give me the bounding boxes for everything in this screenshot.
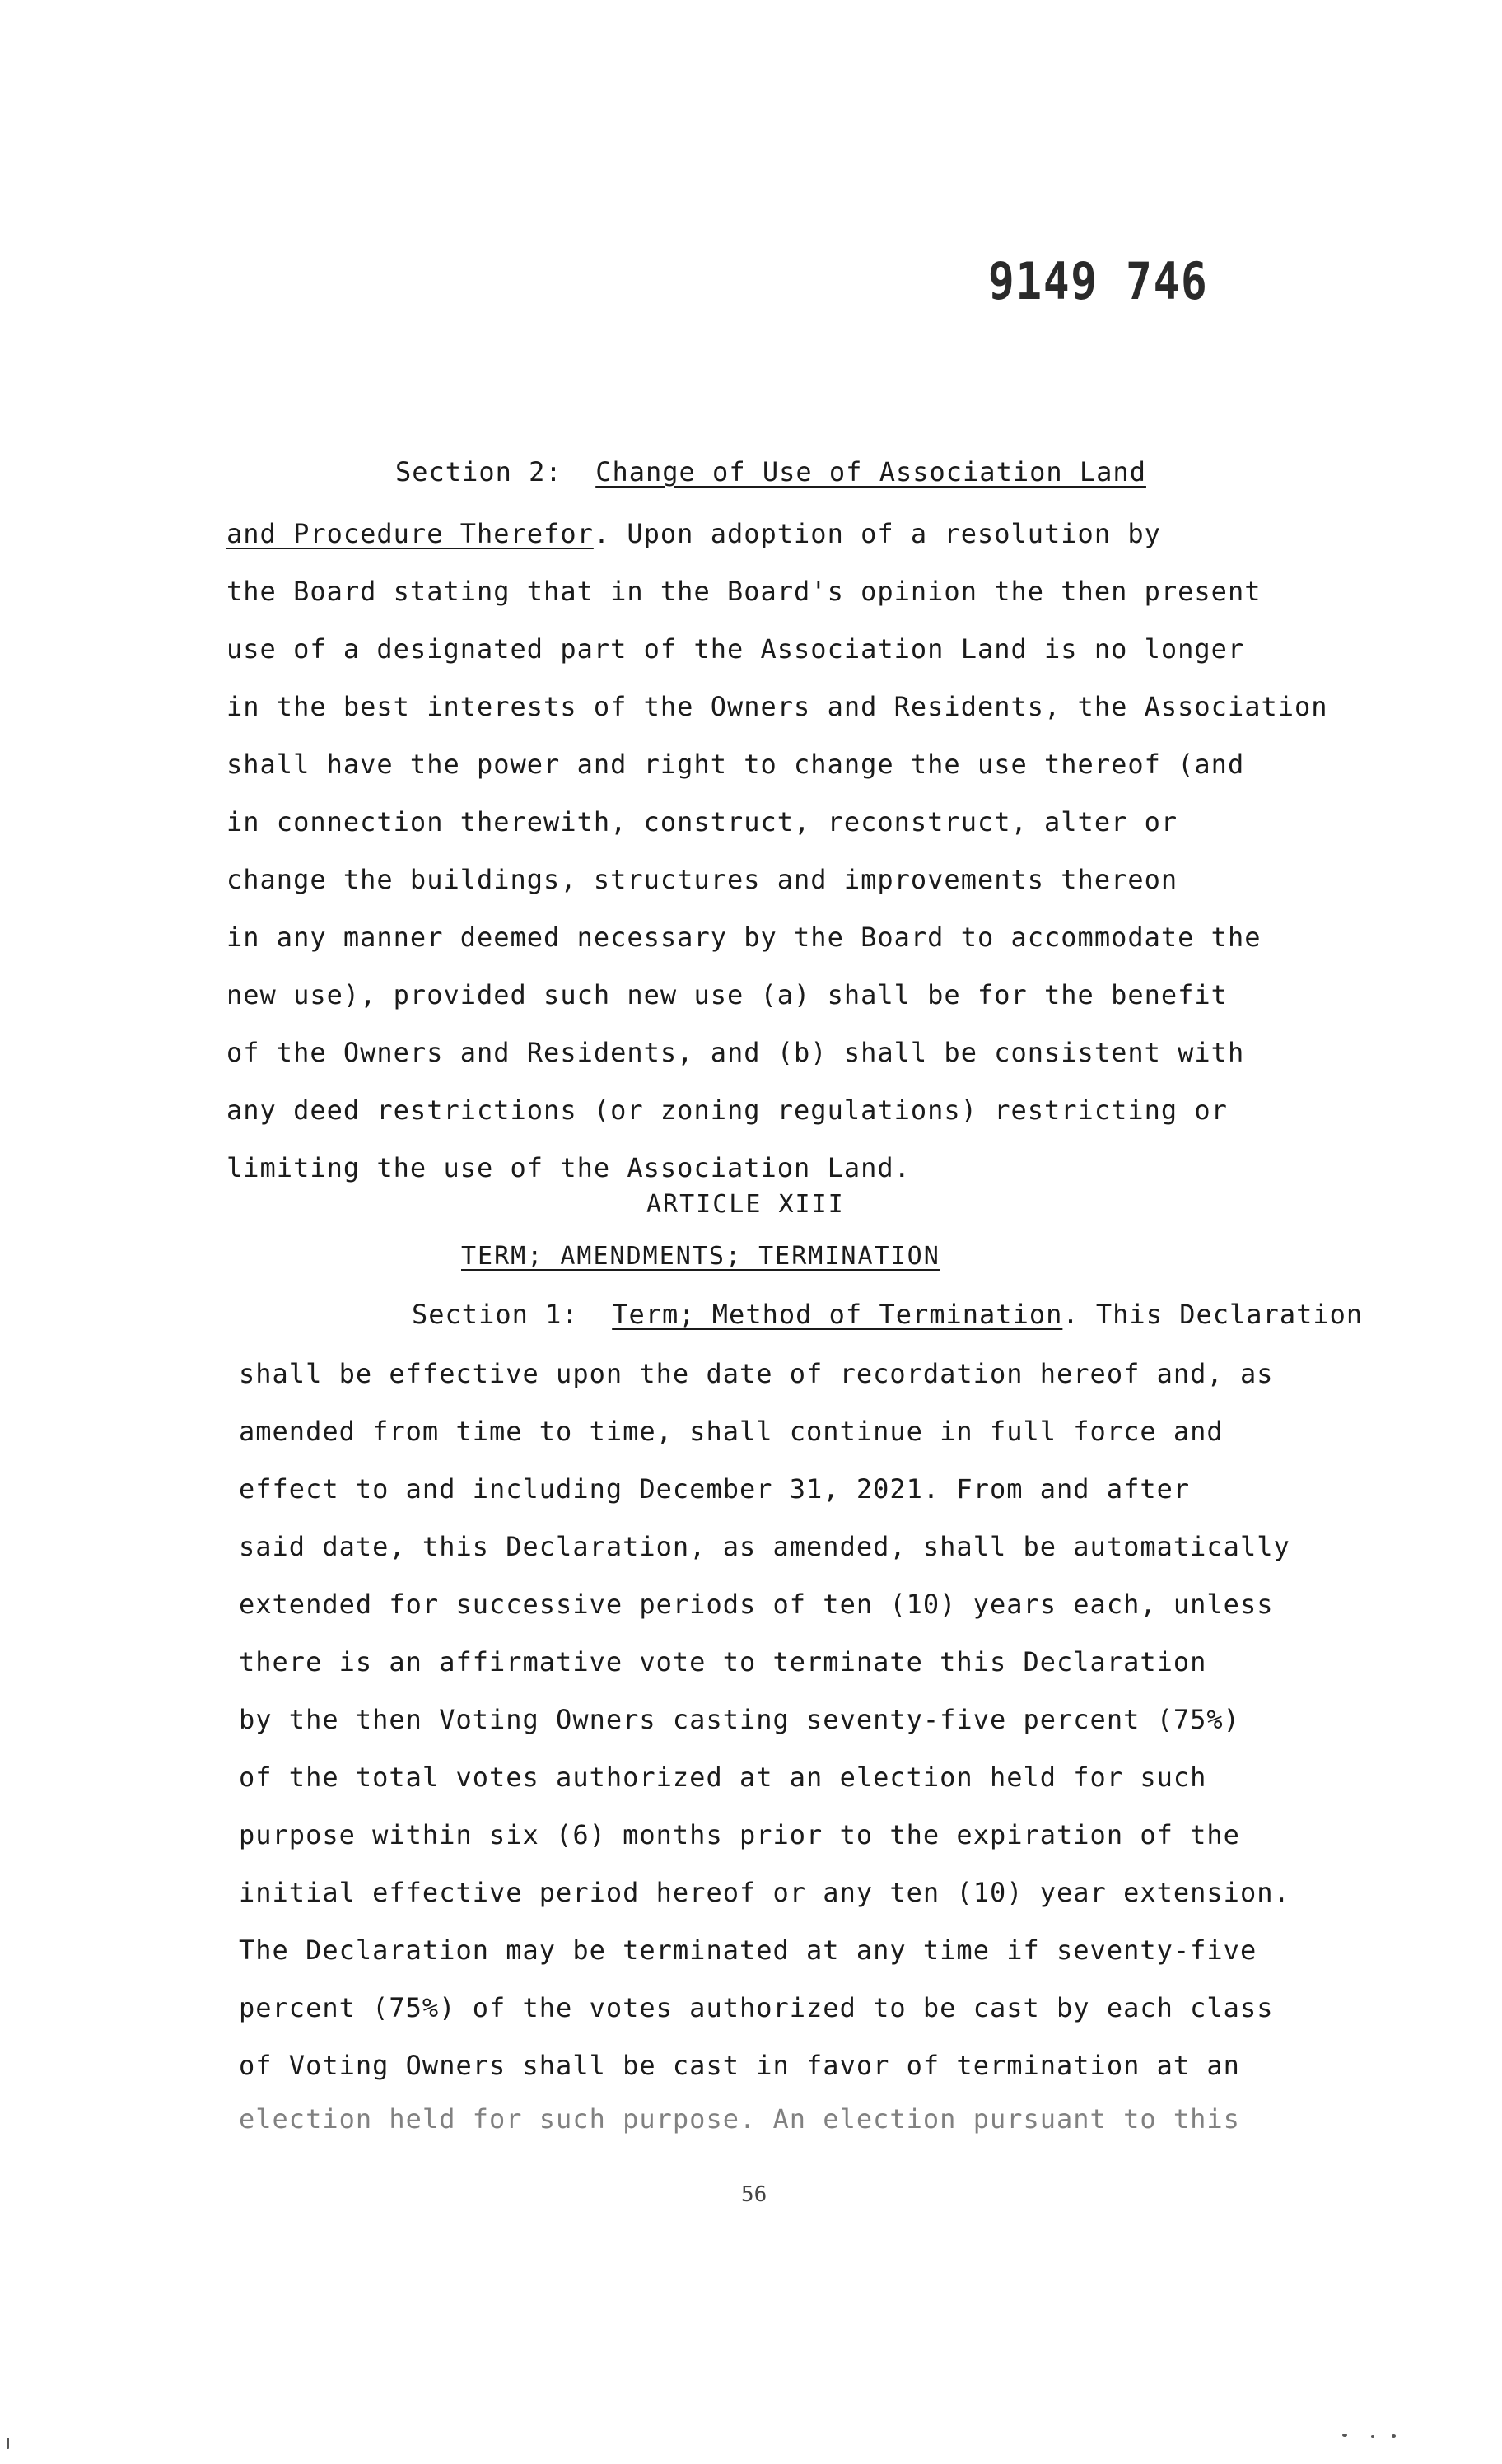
scan-speck: [1371, 2435, 1374, 2438]
section-1-line-13: of Voting Owners shall be cast in favor of termination at an: [239, 2050, 1240, 2081]
section-2-line-10: of the Owners and Residents, and (b) shall be consistent with: [226, 1037, 1245, 1068]
section-2-line-6: in connection therewith, construct, reconstruct, alter or: [226, 806, 1178, 838]
section-2-line-2: the Board stating that in the Board's opinion the then present: [226, 576, 1262, 607]
section-2-line-7: change the buildings, structures and improvements thereon: [226, 864, 1178, 895]
scan-speck: [1342, 2434, 1347, 2437]
section-2-title-part2: and Procedure Therefor: [226, 518, 594, 549]
section-1-line-6: there is an affirmative vote to terminate this Declaration: [239, 1646, 1207, 1678]
section-1-line-5: extended for successive periods of ten (10) years each, unless: [239, 1589, 1274, 1620]
section-2-text-0: . Upon adoption of a resolution by: [593, 518, 1161, 549]
section-2-label: Section 2:: [395, 456, 562, 488]
section-1-line-14: election held for such purpose. An election pursuant to this: [239, 2103, 1240, 2135]
section-1-line-4: said date, this Declaration, as amended, shall be automatically: [239, 1531, 1290, 1562]
section-1-line-12: percent (75%) of the votes authorized to be cast by each class: [239, 1992, 1274, 2023]
section-2-line-1: [226, 519, 1161, 548]
section-1-first-rest: . This Declaration: [1062, 1299, 1364, 1330]
section-1-title: Term; Method of Termination: [612, 1299, 1063, 1330]
section-1-line-3: effect to and including December 31, 2021. From and after: [239, 1473, 1191, 1505]
section-1-line-7: by the then Voting Owners casting seventy-five percent (75%): [239, 1704, 1240, 1735]
recording-stamp: 9149 746: [988, 251, 1209, 311]
section-2-line-3: use of a designated part of the Association Land is no longer: [226, 633, 1245, 665]
section-1-heading-line: [412, 1300, 1363, 1329]
section-1-line-11: The Declaration may be terminated at any time if seventy-five: [239, 1934, 1257, 1966]
section-2-line-11: any deed restrictions (or zoning regulations) restricting or: [226, 1094, 1228, 1126]
section-1-line-9: purpose within six (6) months prior to the expiration of the: [239, 1819, 1240, 1850]
page-number: 56: [741, 2182, 767, 2207]
section-1-line-2: amended from time to time, shall continue in full force and: [239, 1416, 1224, 1447]
section-1-label: Section 1:: [412, 1299, 579, 1330]
section-2-line-9: new use), provided such new use (a) shall be for the benefit: [226, 979, 1228, 1010]
section-2-line-4: in the best interests of the Owners and Residents, the Association: [226, 691, 1328, 722]
article-number: ARTICLE XIII: [646, 1190, 845, 1219]
section-1-line-10: initial effective period hereof or any ten (10) year extension.: [239, 1877, 1290, 1908]
scan-speck: [1392, 2434, 1396, 2438]
section-1-line-1: shall be effective upon the date of recordation hereof and, as: [239, 1358, 1274, 1389]
section-2-heading-line: [395, 457, 1146, 487]
article-title: TERM; AMENDMENTS; TERMINATION: [461, 1242, 940, 1271]
section-2-title-part1: Change of Use of Association Land: [595, 456, 1146, 488]
section-1-line-8: of the total votes authorized at an election held for such: [239, 1762, 1207, 1793]
section-2-line-5: shall have the power and right to change the use thereof (and: [226, 749, 1245, 780]
scan-speck: [7, 2438, 9, 2449]
section-2-line-12: limiting the use of the Association Land.: [226, 1152, 911, 1183]
section-2-line-8: in any manner deemed necessary by the Board to accommodate the: [226, 922, 1262, 953]
